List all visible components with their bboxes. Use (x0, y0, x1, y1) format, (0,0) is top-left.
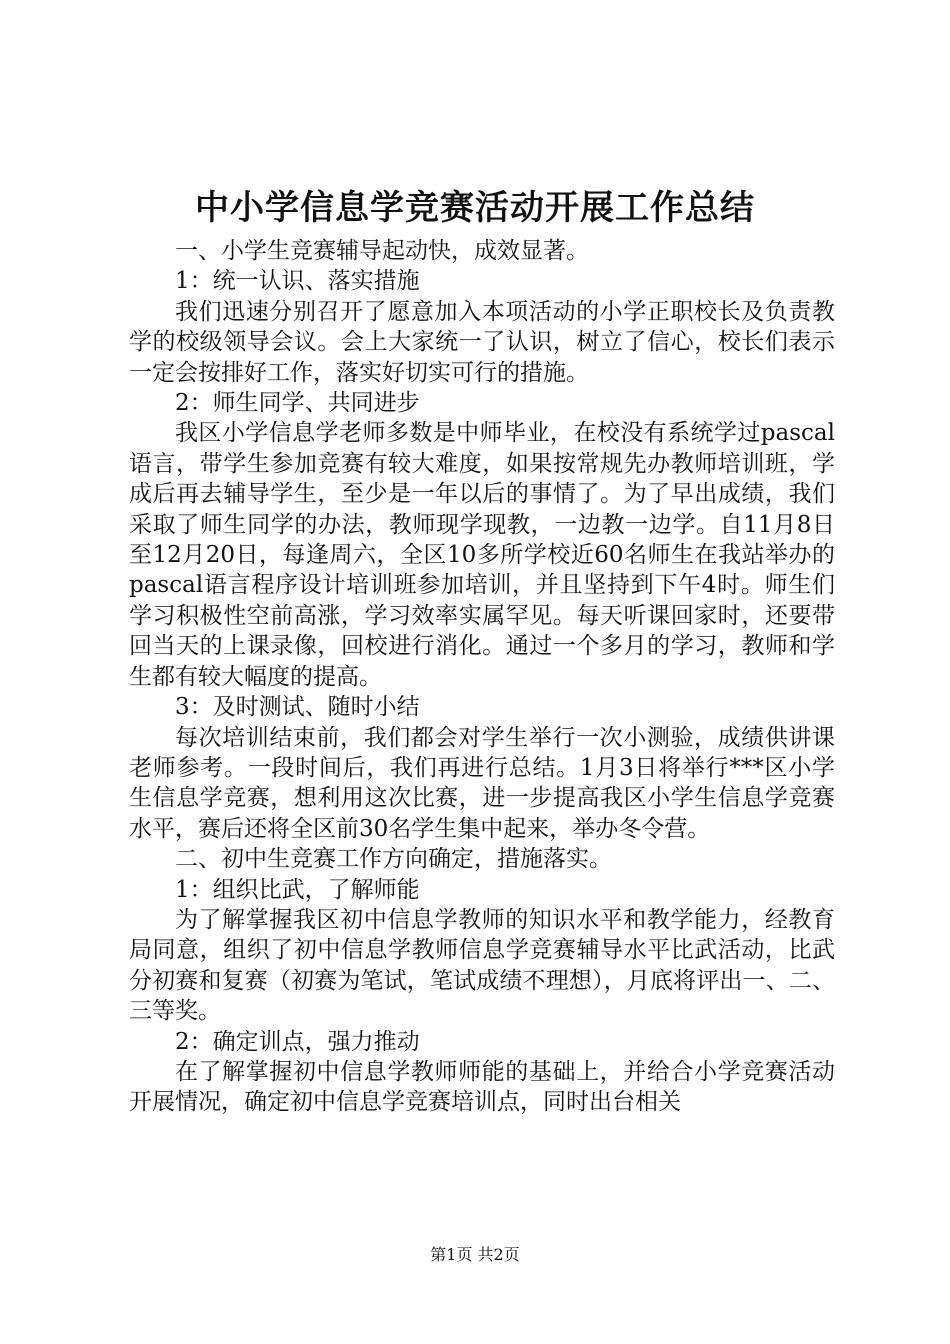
paragraph-1-2: 我区小学信息学老师多数是中师毕业，在校没有系统学过pascal语言，带学生参加竞赛有较大难度，如果按常规先办教师培训班，学成后再去辅导学生，至少是一年以后的事情了。为了早出成绩，我们采取了师生同学的办法，教师现学现教，一边教一边学。自11月8日至12月20日，每逢周六，全区10多所学校近60名师生在我站举办的pascal语言程序设计培训班参加培训，并且坚持到下午4时。师生们学习积极性空前高涨，学习效率实属罕见。每天听课回家时，还要带回当天的上课录像，回校进行消化。通过一个多月的学习，教师和学生都有较大幅度的提高。 (129, 420, 835, 690)
section-heading-1: 一、小学生竞赛辅导起动快，成效显著。 (175, 238, 589, 264)
paragraph-1-1: 我们迅速分别召开了愿意加入本项活动的小学正职校长及负责教学的校级领导会议。会上大家统一了认识，树立了信心，校长们表示一定会按排好工作，落实好切实可行的措施。 (129, 298, 835, 386)
document-title: 中小学信息学竞赛活动开展工作总结 (195, 188, 755, 228)
subheading-1-3: 3：及时测试、随时小结 (175, 694, 420, 721)
subheading-2-1: 1：组织比武，了解师能 (175, 876, 420, 903)
paragraph-2-1: 为了解掌握我区初中信息学教师的知识水平和教学能力，经教育局同意，组织了初中信息学教师信息学竞赛辅导水平比武活动，比武分初赛和复赛（初赛为笔试，笔试成绩不理想），月底将评出一、二、三等奖。 (129, 906, 835, 1025)
document-body (129, 236, 835, 1118)
paragraph-1-3: 每次培训结束前，我们都会对学生举行一次小测验，成绩供讲课老师参考。一段时间后，我们再进行总结。1月3日将举行***区小学生信息学竞赛，想利用这次比赛，进一步提高我区小学生信息学竞赛水平，赛后还将全区前30名学生集中起来，举办冬令营。 (129, 724, 835, 842)
section-heading-2: 二、初中生竞赛工作方向确定，措施落实。 (175, 846, 612, 873)
paragraph-2-2: 在了解掌握初中信息学教师师能的基础上，并给合小学竞赛活动开展情况，确定初中信息学竞赛培训点，同时出台相关 (129, 1058, 835, 1116)
page-footer: 第1页 共2页 (430, 1245, 520, 1264)
subheading-2-2: 2：确定训点，强力推动 (175, 1028, 420, 1055)
subheading-1-1: 1：统一认识、落实措施 (175, 268, 420, 295)
subheading-1-2: 2：师生同学、共同进步 (175, 390, 420, 417)
